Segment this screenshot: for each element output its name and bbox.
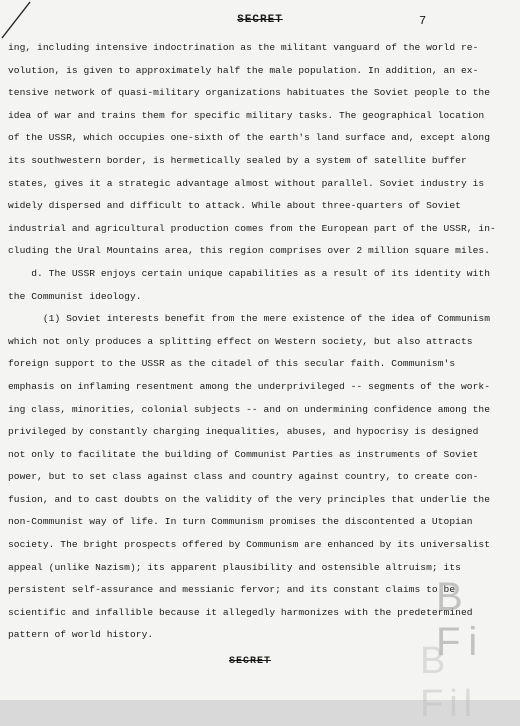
- body-line: not only to facilitate the building of Communist Parties as instruments of Soviet: [8, 448, 479, 460]
- body-line: power, but to set class against class and country against country, to create con-: [8, 471, 479, 483]
- footer-classification-text: SECRET: [228, 656, 271, 667]
- body-line: scientific and infallible because it allegedly harmonizes with the predetermined: [8, 606, 473, 618]
- body-line: non-Communist way of life. In turn Communism promises the discontented a Utopian: [8, 516, 473, 528]
- body-line: widely dispersed and difficult to attack. While about three-quarters of Soviet: [8, 200, 461, 212]
- footer-classification: [0, 656, 500, 667]
- body-line: the Communist ideology.: [8, 290, 142, 302]
- body-line: which not only produces a splitting effect on Western society, but also attracts: [8, 335, 473, 347]
- body-line: privileged by constantly charging inequalities, abuses, and hypocrisy is designed: [8, 426, 479, 438]
- body-line: society. The bright prospects offered by Communism are enhanced by its universalist: [8, 539, 490, 551]
- body-line: emphasis on inflaming resentment among the underprivileged -- segments of the work-: [8, 380, 490, 392]
- body-line: appeal (unlike Nazism); its apparent plausibility and ostensible altruism; its: [8, 561, 461, 573]
- body-line: ing, including intensive indoctrination as the militant vanguard of the world re-: [8, 42, 479, 53]
- body-line: pattern of world history.: [8, 629, 154, 641]
- archive-stamp: B Fi: [436, 575, 486, 664]
- body-line: foreign support to the USSR as the citadel of this secular faith. Communism's: [8, 358, 456, 370]
- body-line: of the USSR, which occupies one-sixth of the earth's land surface and, except along: [8, 132, 490, 144]
- body-line: fusion, and to cast doubts on the validity of the very principles that underlie the: [8, 493, 490, 505]
- page-number: 7: [419, 14, 427, 28]
- body-line: d. The USSR enjoys certain unique capabilities as a result of its identity with: [8, 267, 490, 279]
- body-line: ing class, minorities, colonial subjects -- and on undermining confidence among the: [8, 403, 490, 415]
- body-line: tensive network of quasi-military organizations habituates the Soviet people to the: [8, 87, 490, 99]
- header-classification: [0, 14, 520, 26]
- header-classification-text: SECRET: [237, 14, 283, 26]
- body-line: its southwestern border, is hermetically sealed by a system of satellite buffer: [8, 154, 467, 166]
- body-line: states, gives it a strategic advantage almost without parallel. Soviet industry is: [8, 177, 485, 189]
- body-text: [8, 37, 513, 647]
- archive-stamp-faint: B Fil: [420, 640, 479, 725]
- body-line: industrial and agricultural production comes from the European part of the USSR, in-: [8, 222, 496, 234]
- body-line: idea of war and trains them for specific military tasks. The geographical location: [8, 109, 485, 121]
- body-line: cluding the Ural Mountains area, this region comprises over 2 million square miles.: [8, 245, 490, 257]
- body-line: volution, is given to approximately half the male population. In addition, an ex-: [8, 64, 479, 76]
- body-line: persistent self-assurance and messianic fervor; and its constant claims to be: [8, 584, 456, 596]
- body-line: (1) Soviet interests benefit from the mere existence of the idea of Communism: [8, 313, 490, 325]
